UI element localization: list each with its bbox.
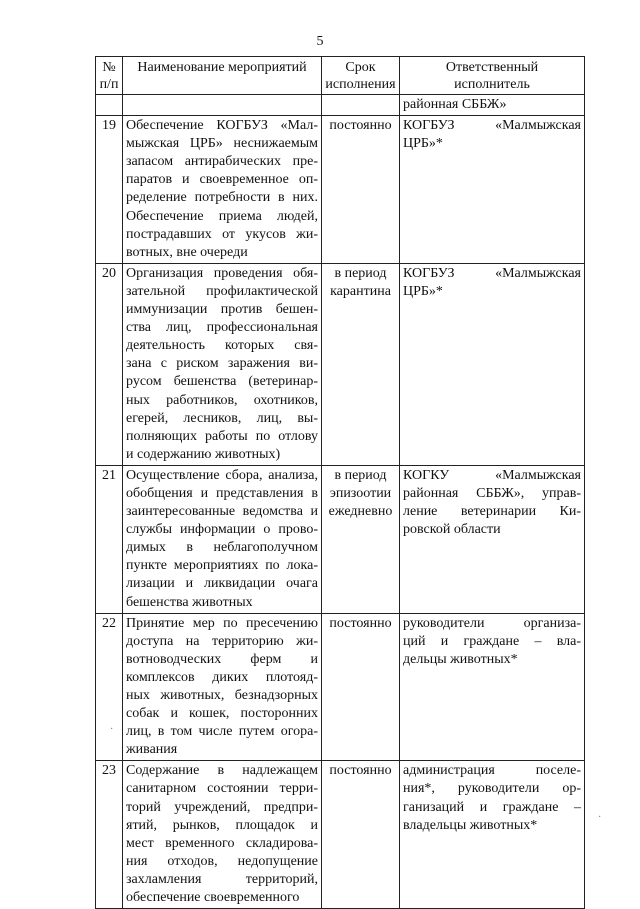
measure-responsible-line: ЦРБ»* [403, 136, 443, 152]
table-row [96, 613, 585, 761]
measure-term [322, 263, 400, 465]
measure-name-line: ных работников, охотников, [126, 392, 318, 408]
measure-name-line: живания [126, 742, 178, 758]
continuation-text: районная СББЖ» [403, 97, 507, 112]
measure-name-line: заинтересованные ведомства и [126, 504, 318, 520]
measure-name-line: запасом антирабических пре- [126, 154, 318, 170]
continuation-term-cell [322, 95, 400, 116]
measure-responsible-line: КОГБУЗ «Малмыжская [403, 265, 581, 281]
measure-responsible-line: ЦРБ»* [403, 283, 443, 299]
measure-name-line: Содержание в надлежащем [126, 763, 318, 779]
continuation-responsible-cell [400, 95, 585, 116]
header-responsible-line: Ответственный [445, 60, 539, 75]
page-number: 5 [316, 34, 324, 49]
measure-term [322, 761, 400, 909]
measure-name-line: иммунизации против бешен- [126, 302, 318, 318]
measure-name [123, 761, 322, 909]
measure-name-line: лиц, в том числе путем огора- [126, 724, 318, 740]
measure-term-line: в период [334, 467, 387, 483]
measure-responsible-line: КОГКУ «Малмыжская [403, 467, 581, 483]
measure-name-line: димых в неблагополучном [126, 540, 318, 556]
header-num [96, 57, 123, 95]
measure-name-line: зана с риском заражения ви- [126, 356, 318, 372]
table-row [96, 116, 585, 264]
measure-term-line: эпизоотии [329, 485, 392, 501]
measure-name-line: паратов и своевременное оп- [126, 172, 318, 188]
measure-name-line: службы информации о прово- [126, 522, 318, 538]
measure-name-line: зательной профилактической [126, 283, 318, 299]
continuation-row [96, 95, 585, 116]
measure-responsible-line: ление ветеринарии Ки- [403, 504, 581, 520]
measure-responsible-line: администрация поселе- [403, 763, 581, 779]
measure-name-line: обобщения и представления в [126, 485, 318, 501]
row-number: 20 [96, 263, 123, 465]
measure-responsible-line: ровской области [403, 522, 501, 538]
measure-name-line: полняющих работы по отлову [126, 428, 318, 444]
measure-name-line: ятий, рынков, площадок и [126, 817, 318, 833]
measure-name-line: Организация проведения обя- [126, 265, 318, 281]
row-number: 19 [96, 116, 123, 264]
header-name [123, 57, 322, 95]
scan-speck: · [598, 812, 602, 823]
measure-responsible [400, 263, 585, 465]
measure-responsible-line: районная СББЖ», управ- [403, 485, 581, 501]
header-term-line: Срок [345, 60, 376, 75]
measure-responsible [400, 613, 585, 761]
measure-name-line: лизации и ликвидации очага [126, 576, 318, 592]
continuation-name-cell [123, 95, 322, 116]
measure-name-line: вотных, вне очереди [126, 244, 248, 260]
measure-name-line: Обеспечение приема людей, [126, 208, 318, 224]
row-number: 22 [96, 613, 123, 761]
measure-name [123, 613, 322, 761]
measure-name-line: обеспечение своевременного [126, 890, 300, 906]
measure-responsible-line: владельцы животных* [403, 817, 538, 833]
measure-responsible-line: дельцы животных* [403, 651, 518, 667]
measure-name-line: Осуществление сбора, анализа, [126, 467, 318, 483]
header-num-line: № [102, 60, 116, 75]
measure-name-line: вотноводческих ферм и [126, 651, 318, 667]
measure-term-line: ежедневно [328, 504, 393, 520]
measure-responsible-line: КОГБУЗ «Малмыжская [403, 118, 581, 134]
measure-name-line: Принятие мер по пресечению [126, 615, 318, 631]
measure-name-line: ния отходов, недопущение [126, 853, 318, 869]
measure-name-line: собак и кошек, посторонних [126, 706, 318, 722]
measure-term [322, 613, 400, 761]
header-term-line: исполнения [325, 77, 396, 92]
measure-responsible [400, 761, 585, 909]
continuation-num-cell [96, 95, 123, 116]
row-number: 23 [96, 761, 123, 909]
measure-responsible-line: руководители организа- [403, 615, 581, 631]
measure-name-line: и содержанию животных) [126, 446, 281, 462]
measure-name-line: доступа на территорию жи- [126, 633, 318, 649]
measure-name-line: мыжская ЦРБ» неснижаемым [126, 136, 318, 152]
measure-name-line: мест временного складирова- [126, 835, 318, 851]
measure-responsible-line: ций и граждане – вла- [403, 633, 581, 649]
measure-term-line: карантина [330, 283, 391, 299]
scan-speck: · [110, 724, 114, 735]
measure-name-line: комплексов диких плотояд- [126, 669, 318, 685]
measure-term-line: в период [334, 265, 387, 281]
measure-term-line: постоянно [329, 118, 392, 134]
header-name-line: Наименование мероприятий [137, 60, 307, 75]
measure-name-line: егерей, лесников, лиц, вы- [126, 410, 318, 426]
measure-name-line: бешенства животных [126, 594, 253, 610]
table-row [96, 263, 585, 465]
measure-name-line: санитарном состоянии терри- [126, 781, 318, 797]
table-header-row [96, 57, 585, 95]
measure-name [123, 263, 322, 465]
header-term [322, 57, 400, 95]
measure-responsible-line: ганизаций и граждане – [403, 799, 581, 815]
measure-responsible [400, 465, 585, 613]
measure-responsible-line: ния*, руководители ор- [403, 781, 581, 797]
measure-name-line: пострадавших от укусов жи- [126, 226, 318, 242]
measure-term-line: постоянно [329, 763, 392, 779]
measures-table [95, 56, 585, 909]
measure-name [123, 465, 322, 613]
measure-term [322, 465, 400, 613]
row-number: 21 [96, 465, 123, 613]
measure-responsible [400, 116, 585, 264]
table-row [96, 761, 585, 909]
header-responsible-line: исполнитель [454, 77, 530, 92]
measure-name-line: пункте мероприятиях по лока- [126, 558, 318, 574]
measure-name-line: захламления территорий, [126, 871, 318, 887]
measure-name-line: деятельность которых свя- [126, 338, 318, 354]
header-num-line: п/п [99, 77, 119, 92]
measure-name [123, 116, 322, 264]
measure-name-line: ределение потребности в них. [126, 190, 318, 206]
measure-name-line: русом бешенства (ветеринар- [126, 374, 318, 390]
measure-name-line: ства лиц, профессиональная [126, 320, 318, 336]
table-row [96, 465, 585, 613]
measure-name-line: ных животных, безнадзорных [126, 688, 318, 703]
measure-term [322, 116, 400, 264]
measure-name-line: торий учреждений, предпри- [126, 799, 318, 815]
header-responsible [400, 57, 585, 95]
measure-term-line: постоянно [329, 615, 392, 631]
measure-name-line: Обеспечение КОГБУЗ «Мал- [126, 118, 318, 134]
